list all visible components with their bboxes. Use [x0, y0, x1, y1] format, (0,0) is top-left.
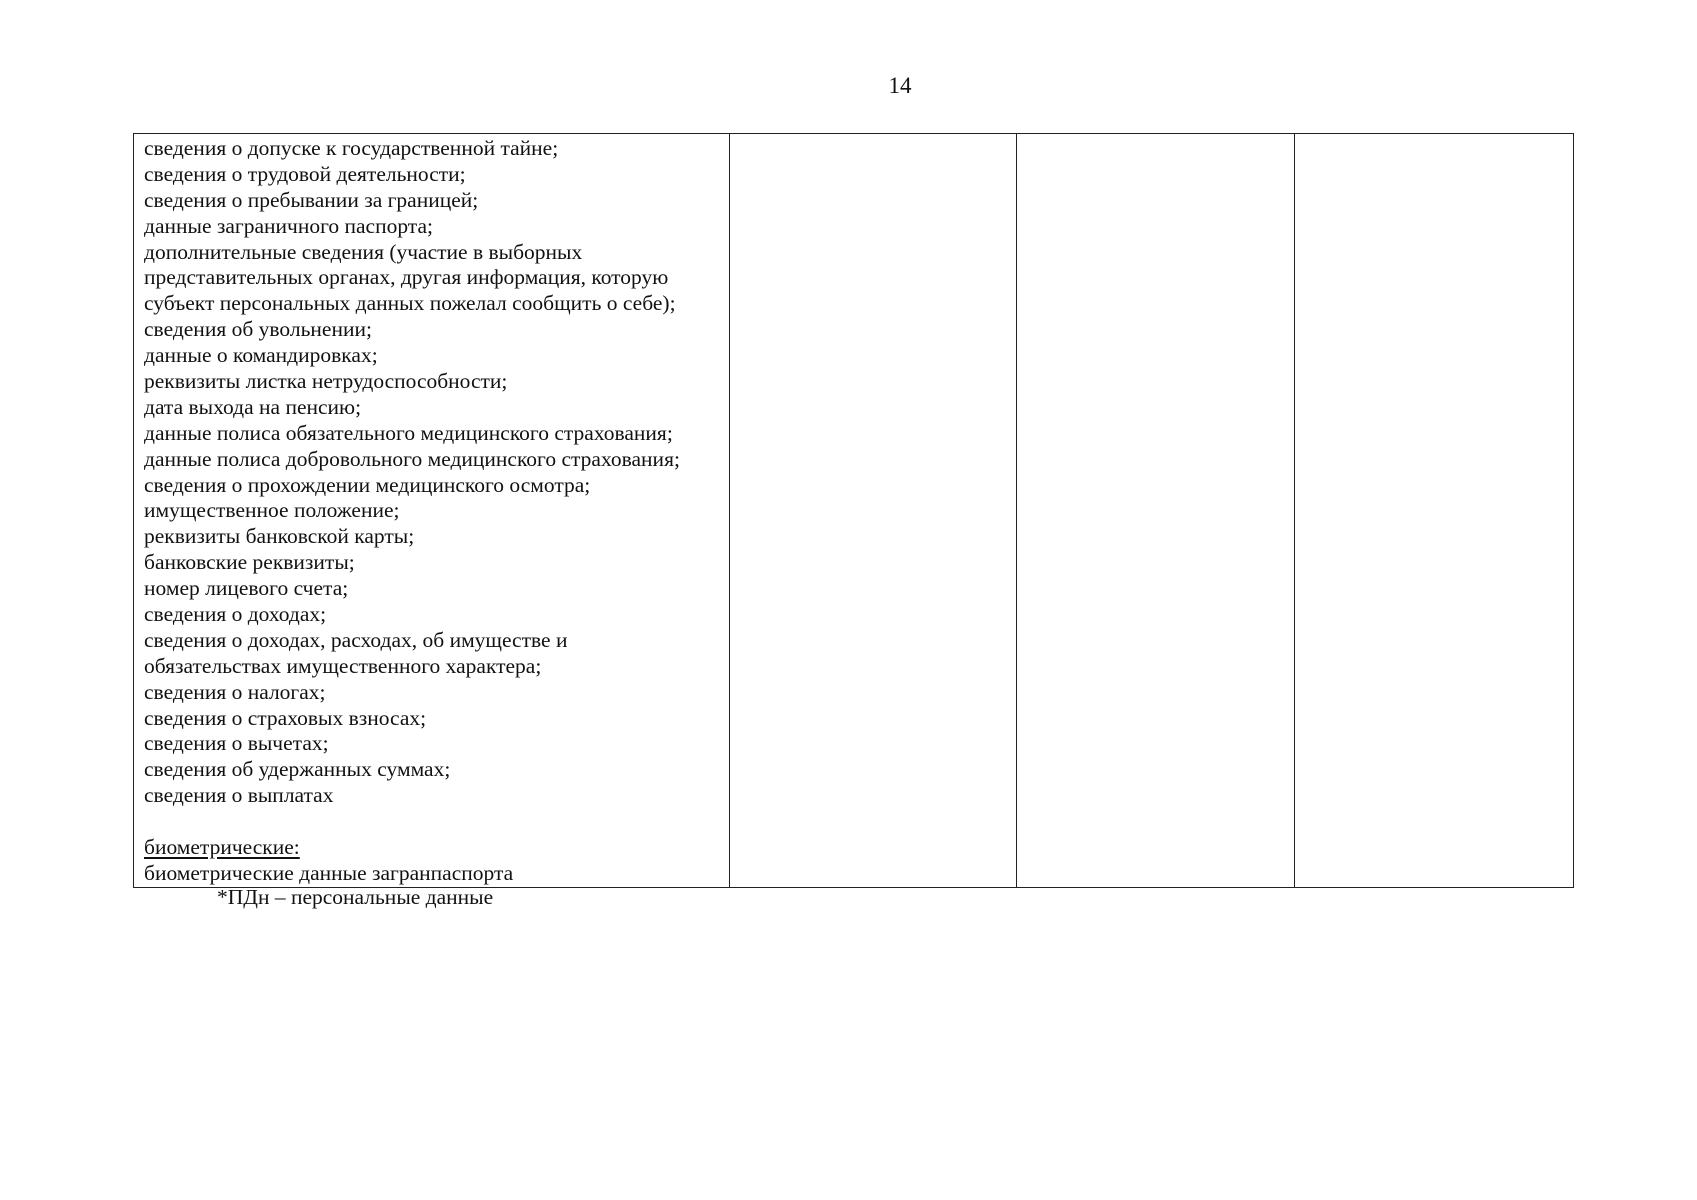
list-item: дополнительные сведения (участие в выборных [144, 239, 583, 264]
empty-cell-3 [1017, 134, 1295, 888]
list-item: сведения о трудовой деятельности; [144, 161, 466, 186]
list-item: номер лицевого счета; [144, 576, 349, 601]
empty-cell-2 [730, 134, 1017, 888]
list-item: представительных органах, другая информация, которую [144, 265, 669, 290]
list-item: сведения о страховых взносах; [144, 705, 427, 730]
footnote: *ПДн – персональные данные [217, 885, 494, 909]
list-item: сведения о вычетах; [144, 731, 329, 756]
list-item: биометрические данные загранпаспорта [144, 860, 514, 885]
data-categories-cell [134, 134, 730, 888]
list-item: имущественное положение; [144, 498, 400, 523]
blank-line [144, 809, 729, 835]
list-item: данные полиса обязательного медицинского страхования; [144, 420, 673, 445]
list-item: банковские реквизиты; [144, 550, 355, 575]
list-item: сведения об увольнении; [144, 317, 372, 342]
list-item: реквизиты банковской карты; [144, 524, 415, 549]
personal-data-table [133, 133, 1574, 888]
list-item: сведения о прохождении медицинского осмотра; [144, 472, 591, 497]
table-row [134, 134, 1574, 888]
list-item: сведения о пребывании за границей; [144, 187, 479, 212]
empty-cell-4 [1295, 134, 1574, 888]
list-item: обязательствах имущественного характера; [144, 653, 542, 678]
list-item: сведения о доходах, расходах, об имуществе и [144, 627, 568, 652]
list-item: данные заграничного паспорта; [144, 213, 433, 238]
list-item: сведения о доходах; [144, 602, 327, 627]
list-item: реквизиты листка нетрудоспособности; [144, 369, 508, 394]
list-item: сведения об удержанных суммах; [144, 757, 451, 782]
list-item: субъект персональных данных пожелал сообщить о себе); [144, 291, 676, 316]
list-item: данные полиса добровольного медицинского страхования; [144, 446, 680, 471]
list-item: сведения о выплатах [144, 783, 334, 808]
biometric-heading: биометрические: [144, 835, 300, 860]
list-item: сведения о налогах; [144, 679, 326, 704]
list-item: сведения о допуске к государственной тайне; [144, 136, 559, 160]
list-item: дата выхода на пенсию; [144, 394, 362, 419]
page-number: 14 [888, 73, 912, 98]
list-item: данные о командировках; [144, 343, 378, 368]
data-categories-list [134, 134, 729, 887]
